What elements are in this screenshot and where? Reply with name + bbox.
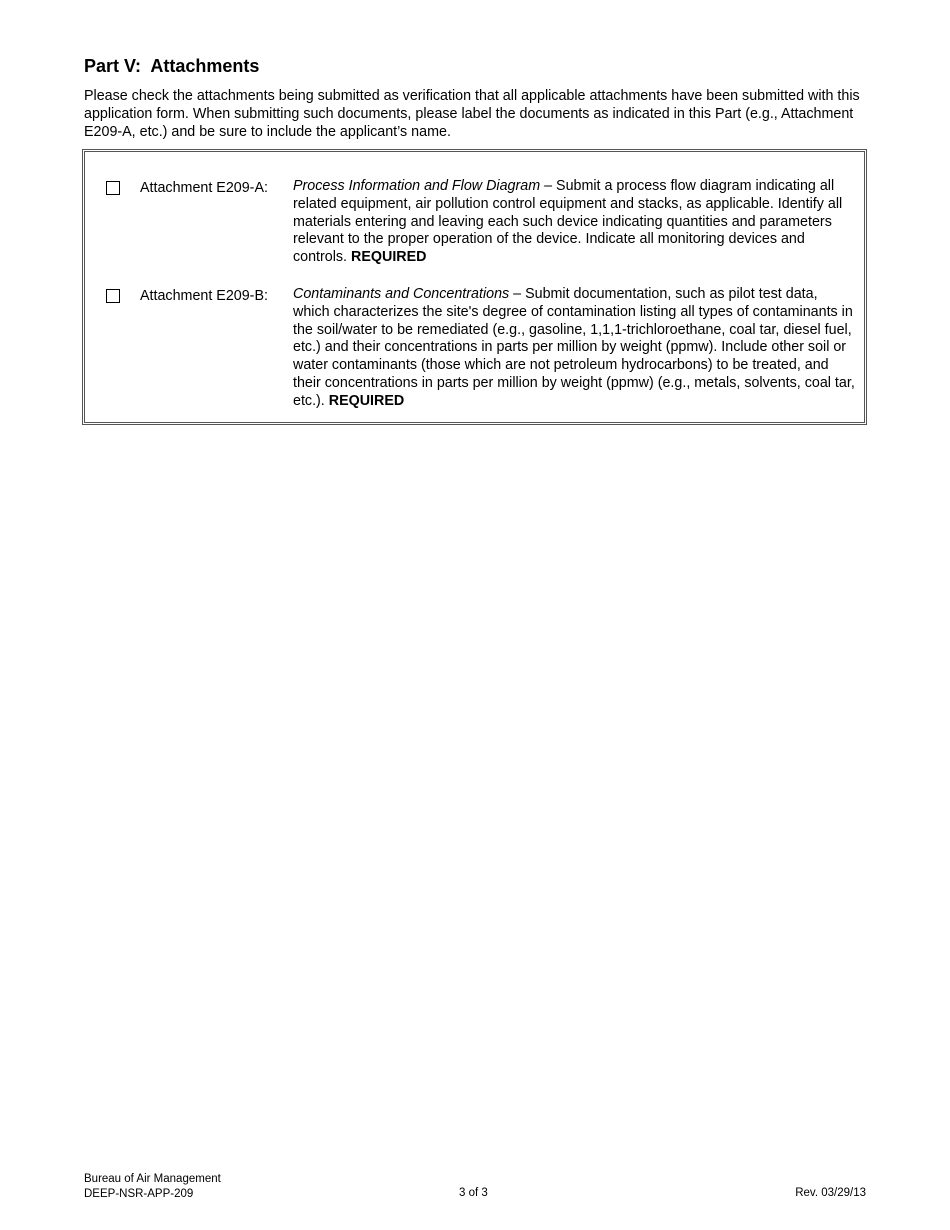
attachment-e209-b-description bbox=[293, 286, 855, 411]
attachment-e209-b-checkbox[interactable] bbox=[106, 289, 120, 303]
attachment-e209-a-text: Submit a process flow diagram indicating all related equipment, air pollution control equipment and stacks, as applicable. Identify all materials entering and leaving each such device indicating quantities and parameters relevant to the proper operation of the device. Indicate all monitoring devices and controls. bbox=[293, 178, 843, 266]
attachment-e209-a-required: REQUIRED bbox=[351, 249, 427, 266]
attachments-box bbox=[82, 149, 867, 425]
footer-form-id: DEEP-NSR-APP-209 bbox=[84, 1187, 194, 1200]
footer-bureau-block bbox=[84, 1172, 221, 1201]
attachment-e209-b-separator: – bbox=[509, 286, 526, 302]
section-instructions: Please check the attachments being submitted as verification that all applicable attachments have been submitted with this application form. When submitting such documents, please label the documents as indicated in this Part (e.g., Attachment E209-A, etc.) and be sure to include the applicant’s name. bbox=[84, 88, 860, 140]
attachment-e209-b-title: Contaminants and Concentrations bbox=[293, 286, 510, 302]
attachment-e209-a-title: Process Information and Flow Diagram bbox=[293, 178, 541, 194]
attachment-e209-b-required: REQUIRED bbox=[328, 392, 405, 409]
attachment-e209-b-text: Submit documentation, such as pilot test data, which characterizes the site's degree of contamination listing all types of contaminants in the soil/water to be remediated (e.g., gasoline, 1,1,1-trichloroethane, coal tar, diesel fuel, etc.) and their concentrations in parts per million by weight (ppmw). Include other soil or water contaminants (those which are not petroleum hydrocarbons) to be treated, and their concentrations in parts per million by weight (ppmw) (e.g., metals, solvents, coal tar, etc.). bbox=[293, 286, 855, 409]
attachment-e209-a-label: Attachment E209-A: bbox=[140, 180, 268, 196]
footer-revision: Rev. 03/29/13 bbox=[795, 1187, 866, 1199]
attachment-e209-a-description bbox=[293, 178, 855, 267]
footer-bureau: Bureau of Air Management bbox=[84, 1173, 221, 1185]
section-title: Part V: Attachments bbox=[84, 56, 260, 76]
attachment-e209-a-separator: – bbox=[540, 178, 557, 194]
attachment-e209-a-checkbox[interactable] bbox=[106, 181, 120, 195]
attachment-e209-b-label: Attachment E209-B: bbox=[140, 288, 268, 304]
footer-page-number: 3 of 3 bbox=[459, 1187, 488, 1199]
